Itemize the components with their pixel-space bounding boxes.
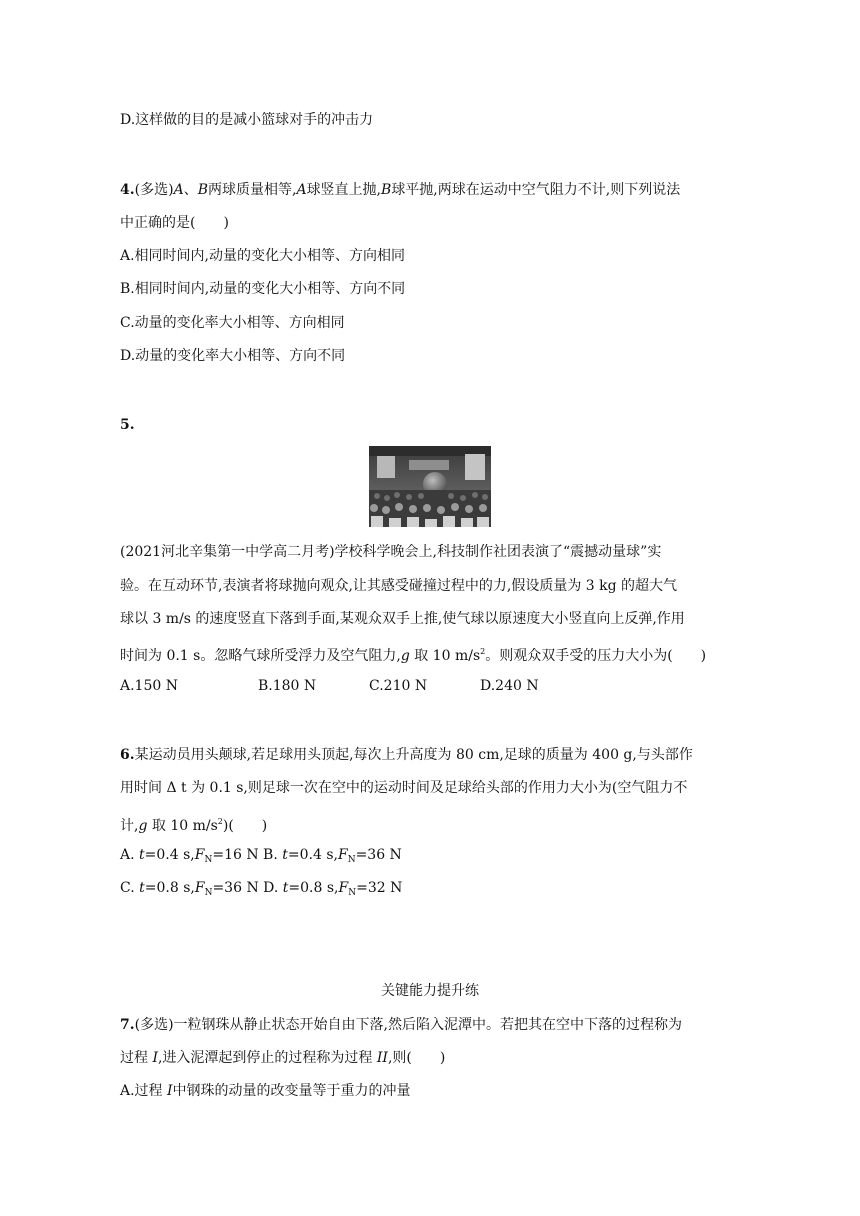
q6-option-a-time: =0.4 s, [144,847,195,863]
q5-option-c: C.210 N [369,678,428,694]
q6-var-f: F [338,880,349,896]
q4-text: 、 [183,182,198,198]
q6-stem-line1 [120,745,693,765]
q6-stem-line2: 用时间 Δ t 为 0.1 s,则足球一次在空中的运动时间及足球给头部的作用力大小为(空气阻力不 [120,780,688,796]
q6-option-b-label: B. [258,847,283,863]
q5-text: 时间为 0.1 s。忽略气球所受浮力及空气阻力, [120,648,401,664]
q7-stem-line2 [120,1048,445,1068]
q6-subscript: N [348,888,357,898]
q7-option-a-label: A.过程 [120,1083,168,1099]
q5-text: 。则观众双手受的压力大小为( ) [485,648,707,664]
q6-option-b-time: =0.4 s, [287,847,338,863]
q6-option-c-force: =36 N [212,880,259,896]
q7-text: (多选)一粒钢珠从静止状态开始自由下落,然后陷入泥潭中。若把其在空中下落的过程称为 [134,1017,682,1033]
q6-option-c-time: =0.8 s, [144,880,195,896]
q6-var-f: F [337,847,348,863]
q4-var-b: B [197,182,208,198]
q4-text: 两球质量相等, [207,182,297,198]
q5-text: 取 10 m/s [409,648,481,664]
q4-var-a: A [296,182,307,198]
q7-option-a-text: 中钢珠的动量的改变量等于重力的冲量 [172,1083,411,1099]
q4-text: 球平抛,两球在运动中空气阻力不计,则下列说法 [391,182,681,198]
q5-superscript: 2 [480,647,486,656]
q4-stem-line1 [120,180,680,200]
q7-stem-line1 [120,1015,682,1035]
q6-var-f: F [194,880,205,896]
q6-subscript: N [204,855,213,865]
q7-text: 过程 [120,1050,153,1066]
q6-option-a-force: =16 N [212,847,259,863]
q4-option-c: C.动量的变化率大小相等、方向相同 [120,315,345,331]
q7-process-1: I [152,1050,158,1066]
q6-var-t: t [139,847,145,863]
q5-option-d: D.240 N [480,678,539,694]
q5-stem-line3: 球以 3 m/s 的速度竖直下落到手面,某观众双手上推,使气球以原速度大小竖直向上反弹,作用 [120,611,685,627]
q5-option-a: A.150 N [120,678,178,694]
q4-text: 球竖直上抛, [306,182,382,198]
q5-number: 5. [120,417,135,433]
q7-process-2: II [376,1050,388,1066]
q5-option-b: B.180 N [258,678,317,694]
q4-var-b: B [381,182,392,198]
q6-text: 计, [120,818,139,834]
q6-number: 6. [120,747,135,763]
q6-subscript: N [347,855,356,865]
q6-option-a-label: A. [120,847,140,863]
q6-superscript: 2 [217,817,223,826]
q6-var-t: t [282,880,289,896]
q6-text: 取 10 m/s [147,818,218,834]
q6-option-b-force: =36 N [355,847,402,863]
q6-stem-line3 [120,812,267,836]
q4-number: 4. [120,182,135,198]
q6-var-g: g [138,818,148,834]
q6-text: )( ) [222,818,268,834]
q6-option-d-time: =0.8 s, [288,880,339,896]
audience-balloon-photo [369,446,491,527]
q6-var-t: t [282,847,288,863]
q3-option-d: D.这样做的目的是减小篮球对手的冲击力 [120,112,374,128]
q4-option-a: A.相同时间内,动量的变化大小相等、方向相同 [120,248,406,264]
q6-option-c-label: C. [120,880,140,896]
q6-var-f: F [194,847,205,863]
section-title: 关键能力提升练 [381,983,479,999]
q6-var-t: t [139,880,145,896]
q7-text: ,则( ) [387,1050,446,1066]
q6-subscript: N [204,888,213,898]
q5-stem-line2: 验。在互动环节,表演者将球抛向观众,让其感受碰撞过程中的力,假设质量为 3 kg 的超大气 [120,578,678,594]
q5-stem-line4 [120,642,706,666]
q7-process-1: I [167,1083,173,1099]
q7-number: 7. [120,1017,135,1033]
q7-text: ,进入泥潭起到停止的过程称为过程 [157,1050,377,1066]
q4-var-a: A [173,182,184,198]
q5-var-g: g [400,648,410,664]
q4-option-d: D.动量的变化率大小相等、方向不同 [120,348,346,364]
q6-text: 某运动员用头颠球,若足球用头顶起,每次上升高度为 80 cm,足球的质量为 400 g,与头部作 [134,747,693,763]
q4-stem-line2: 中正确的是( ) [120,215,229,231]
q6-options-cd [120,878,402,903]
q4-multi-tag: (多选) [134,182,174,198]
q4-option-b: B.相同时间内,动量的变化大小相等、方向不同 [120,281,406,297]
q6-options-ab [120,845,402,870]
q5-stem-line1: (2021河北辛集第一中学高二月考)学校科学晚会上,科技制作社团表演了“震撼动量球”实 [120,544,662,560]
q6-option-d-label: D. [258,880,283,896]
q7-option-a [120,1081,411,1101]
q6-option-d-force: =32 N [356,880,403,896]
